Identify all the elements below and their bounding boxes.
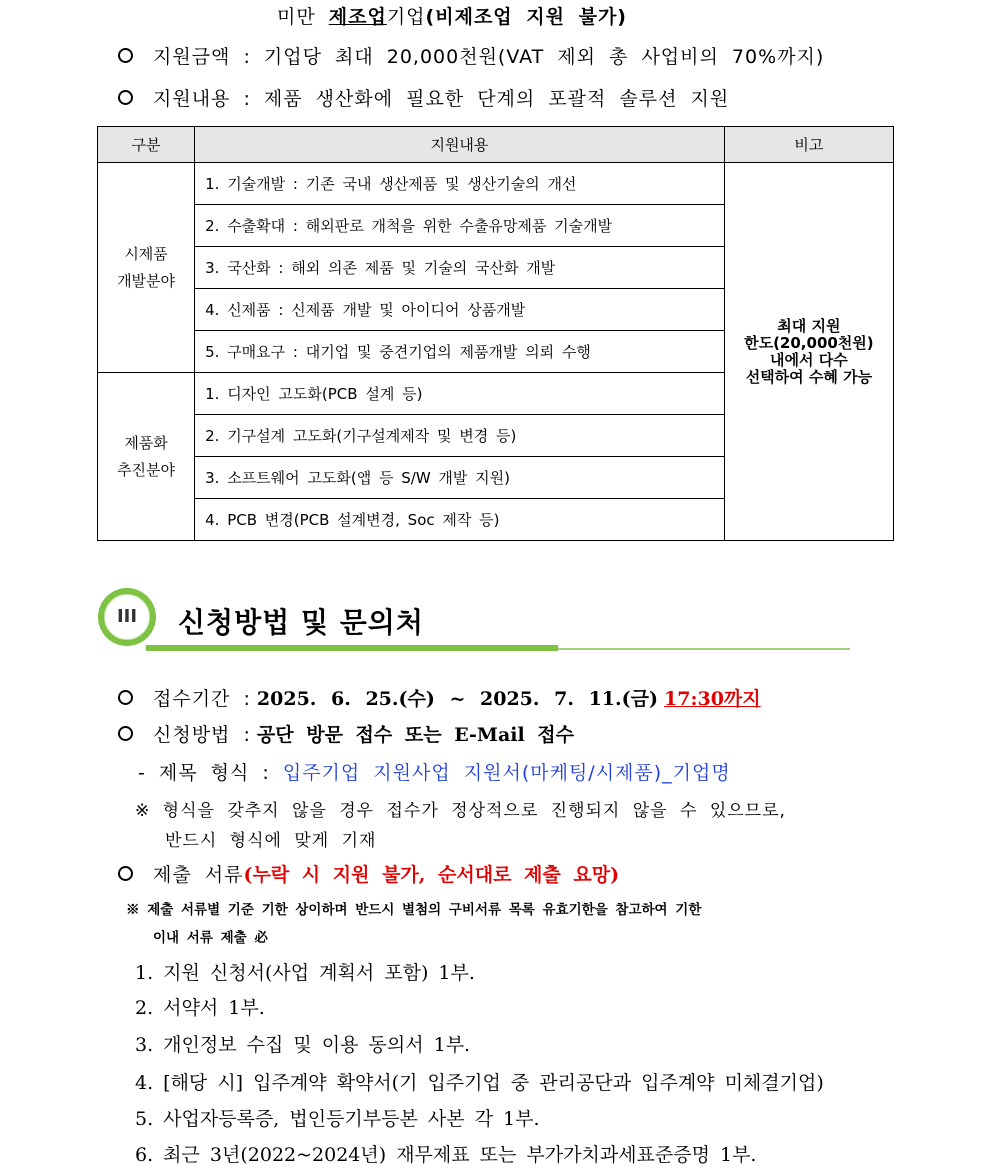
list-item: 6. 최근 3년(2022~2024년) 재무제표 또는 부가가치과세표준증명 1부. (135, 1144, 757, 1166)
period-value: 2025. 6. 25.(수) ~ 2025. 7. 11.(금) (256, 688, 658, 710)
support-table (97, 126, 894, 541)
table-cell: 1. 기술개발 : 기존 국내 생산제품 및 생산기술의 개선 (195, 163, 725, 205)
subject-format (138, 758, 731, 785)
section-title: 신청방법 및 문의처 (178, 606, 424, 639)
table-cell: 3. 소프트웨어 고도화(앱 등 S/W 개발 지원) (195, 457, 725, 499)
circle-bullet-icon (118, 48, 133, 63)
subject-label: - 제목 형식 : (138, 762, 270, 784)
intro-line-content (118, 84, 729, 111)
docs-note-line2: 이내 서류 제출 必 (153, 930, 268, 946)
category-productization-label: 제품화 추진분야 (117, 433, 176, 479)
support-content-text: 지원내용 : 제품 생산화에 필요한 단계의 포괄적 솔루션 지원 (153, 88, 730, 110)
apply-period (118, 684, 761, 711)
docs-note-line1: ※ 제출 서류별 기준 기한 상이하며 반드시 별첨의 구비서류 목록 유효기한을 참고하여 기한 (126, 902, 702, 918)
intro-company: 기업 (386, 6, 426, 28)
table-cell: 5. 구매요구 : 대기업 및 중견기업의 제품개발 의뢰 수행 (195, 331, 725, 373)
list-item: 1. 지원 신청서(사업 계획서 포함) 1부. (135, 962, 475, 984)
note-cell (724, 163, 893, 541)
header-category: 구분 (98, 127, 195, 163)
table-cell: 4. 신제품 : 신제품 개발 및 아이디어 상품개발 (195, 289, 725, 331)
docs-heading (118, 860, 619, 887)
table-cell: 2. 기구설계 고도화(기구설계제작 및 변경 등) (195, 415, 725, 457)
table-header-row (98, 127, 894, 163)
docs-warning: (누락 시 지원 불가, 순서대로 제출 요망) (243, 864, 620, 886)
support-amount-text: 지원금액 : 기업당 최대 20,000천원(VAT 제외 총 사업비의 70%까지) (153, 46, 825, 68)
apply-method (118, 720, 574, 747)
intro-manufacturing: 제조업 (328, 6, 387, 28)
period-label: 접수기간 : (153, 688, 251, 710)
circle-bullet-icon (118, 726, 133, 741)
section-underline-thin (558, 648, 850, 650)
category-prototype-label: 시제품 개발분야 (117, 244, 176, 290)
method-value: 공단 방문 접수 또는 E-Mail 접수 (256, 724, 575, 746)
circle-bullet-icon (118, 90, 133, 105)
table-cell: 3. 국산화 : 해외 의존 제품 및 기술의 국산화 개발 (195, 247, 725, 289)
category-productization (98, 373, 195, 541)
format-note-line1: ※ 형식을 갖추지 않을 경우 접수가 정상적으로 진행되지 않을 수 있으므로, (135, 801, 786, 821)
section-number: III (104, 594, 150, 640)
intro-line-amount (118, 42, 824, 69)
format-note-line2: 반드시 형식에 맞게 기재 (165, 831, 377, 851)
circle-bullet-icon (118, 866, 133, 881)
category-prototype (98, 163, 195, 373)
intro-exclusion: (비제조업 지원 불가) (425, 6, 627, 28)
table-cell: 2. 수출확대 : 해외판로 개척을 위한 수출유망제품 기술개발 (195, 205, 725, 247)
list-item: 4. [해당 시] 입주계약 확약서(기 입주기업 중 관리공단과 입주계약 미체결기업) (135, 1072, 824, 1094)
table-row (98, 163, 894, 205)
section-underline (146, 645, 558, 651)
list-item: 5. 사업자등록증, 법인등기부등본 사본 각 1부. (135, 1108, 540, 1130)
table-cell: 4. PCB 변경(PCB 설계변경, Soc 제작 등) (195, 499, 725, 541)
list-item: 3. 개인정보 수집 및 이용 동의서 1부. (135, 1034, 471, 1056)
header-content: 지원내용 (195, 127, 725, 163)
method-label: 신청방법 : (153, 724, 251, 746)
docs-label: 제출 서류 (153, 864, 244, 886)
intro-prefix: 미만 (277, 6, 316, 28)
period-deadline: 17:30까지 (664, 688, 761, 710)
note-text: 최대 지원 한도(20,000천원) 내에서 다수 선택하여 수혜 가능 (744, 316, 874, 386)
list-item: 2. 서약서 1부. (135, 997, 265, 1019)
subject-value: 입주기업 지원사업 지원서(마케팅/시제품)_기업명 (282, 762, 731, 784)
table-cell: 1. 디자인 고도화(PCB 설계 등) (195, 373, 725, 415)
header-note: 비고 (724, 127, 893, 163)
intro-line-0 (277, 2, 627, 29)
circle-bullet-icon (118, 690, 133, 705)
